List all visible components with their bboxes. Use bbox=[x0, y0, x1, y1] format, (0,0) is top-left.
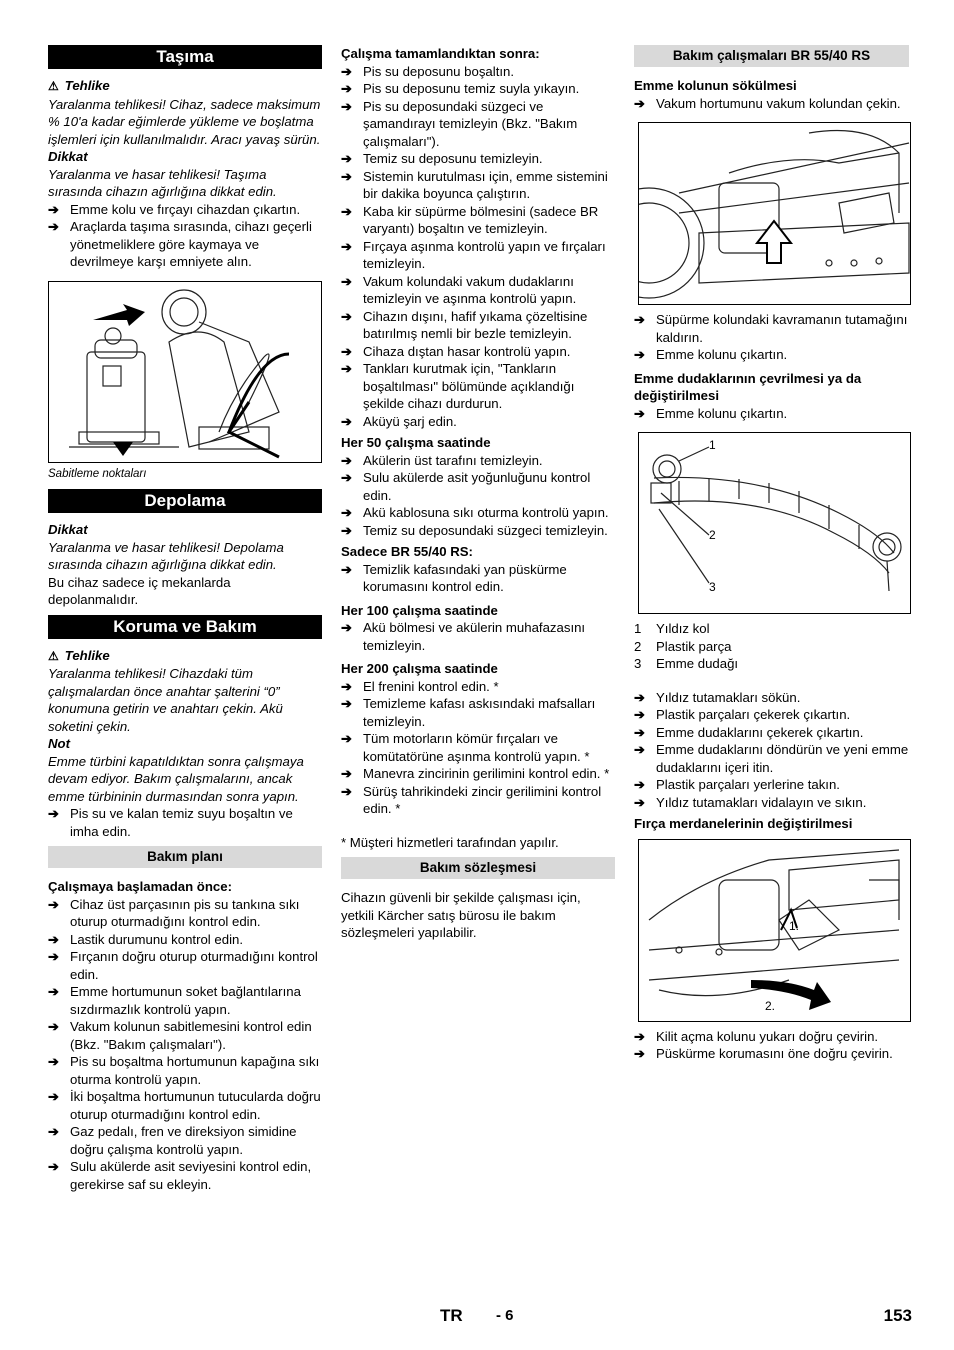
emme-heading: Emme kolunun sökülmesi bbox=[634, 78, 797, 93]
arrow-icon: ➔ bbox=[48, 984, 60, 999]
after-work-heading: Çalışma tamamlandıktan sonra: bbox=[341, 46, 540, 61]
list-item: ➔ Cihaza dıştan hasar kontrolü yapın. bbox=[341, 343, 571, 359]
brush-roller-illustration-icon bbox=[639, 840, 910, 1021]
list-item: ➔ Sürüş tahrikindeki zincir gerilimini kontrol edin. * bbox=[341, 783, 602, 816]
arrow-icon: ➔ bbox=[341, 678, 353, 694]
list-item: ➔ Cihaz üst parçasının pis su tankına sıkı oturup oturmadığını kontrol edin. bbox=[48, 896, 300, 929]
arrow-icon: ➔ bbox=[341, 766, 353, 781]
column-middle bbox=[341, 45, 615, 942]
list-item: ➔ Püskürme korumasını öne doğru çevirin. bbox=[634, 1046, 893, 1061]
footer-page: - 6 bbox=[496, 1307, 514, 1324]
arrow-icon: ➔ bbox=[341, 470, 353, 485]
footer-language: TR bbox=[440, 1306, 463, 1325]
sozlesme-text: Cihazın güvenli bir şekilde çalışması için, yetkili Kärcher satış bürosu ile bakım sözleşmeleri yapılabilir. bbox=[341, 890, 581, 940]
legend-item: 1 Yıldız kol bbox=[634, 621, 710, 636]
arrow-icon: ➔ bbox=[341, 783, 353, 799]
figure-emme-dudagi bbox=[638, 432, 911, 614]
list-item: ➔ Süpürme kolundaki kavramanın tutamağını kaldırın. bbox=[634, 312, 908, 345]
list-item: ➔ İki boşaltma hortumunun tutucularda doğru oturup oturmadığını kontrol edin. bbox=[48, 1089, 321, 1122]
dikkat-heading: Dikkat bbox=[48, 149, 88, 164]
list-item: ➔ Pis su boşaltma hortumunun kapağına sıkı oturma kontrolü yapın. bbox=[48, 1054, 320, 1087]
list-item: ➔ Akü bölmesi ve akülerin muhafazasını temizleyin. bbox=[341, 620, 586, 653]
arrow-icon: ➔ bbox=[634, 405, 646, 421]
arrow-icon: ➔ bbox=[341, 151, 353, 166]
not-text: Emme türbini kapatıldıktan sonra çalışmaya devam ediyor. Bakım çalışmalarını, ancak emme türbininin durmasından sonra yapın. bbox=[48, 753, 304, 804]
list-item: ➔ Temiz su deposundaki süzgeci temizleyin. bbox=[341, 522, 608, 538]
arrow-icon: ➔ bbox=[48, 201, 60, 217]
list-item: ➔ Yıldız tutamakları vidalayın ve sıkın. bbox=[634, 794, 867, 810]
arrow-icon: ➔ bbox=[48, 1019, 60, 1034]
arrow-icon: ➔ bbox=[341, 696, 353, 711]
list-item: ➔ Araçlarda taşıma sırasında, cihazı geçerli yönetmeliklere göre kaymaya ve devrilmeye karşı emniyete alın. bbox=[48, 219, 312, 269]
arrow-icon: ➔ bbox=[634, 724, 646, 740]
section-title-tasima: Taşıma bbox=[48, 45, 322, 69]
dikkat-heading: Dikkat bbox=[48, 522, 88, 537]
list-item: ➔ Vakum kolundaki vakum dudaklarını temizleyin ve aşınma kontrolü yapın. bbox=[341, 273, 577, 306]
arrow-icon: ➔ bbox=[48, 1054, 60, 1069]
dikkat-text: Yaralanma ve hasar tehlikesi! Taşıma sırasında cihazın ağırlığına dikkat edin. bbox=[48, 166, 277, 199]
section-title-depolama: Depolama bbox=[48, 489, 322, 513]
arrow-icon: ➔ bbox=[48, 949, 60, 964]
arrow-icon: ➔ bbox=[48, 806, 60, 821]
list-item: ➔ Pis su deposunu temiz suyla yıkayın. bbox=[341, 81, 580, 96]
arrow-icon: ➔ bbox=[634, 689, 646, 705]
list-item: ➔ Emme dudaklarını döndürün ve yeni emme dudaklarını içeri itin. bbox=[634, 742, 909, 775]
list-item: ➔ Vakum hortumunu vakum kolundan çekin. bbox=[634, 95, 901, 111]
list-item: ➔ Emme hortumunun soket bağlantılarına sızdırmazlık kontrolü yapın. bbox=[48, 984, 301, 1017]
arrow-icon: ➔ bbox=[341, 413, 353, 429]
transport-illustration-icon bbox=[49, 282, 321, 462]
list-item: ➔ Tankları kurutmak için, "Tankların boşaltılması" bölümünde açıklandığı şekilde cihazı durdurun. bbox=[341, 361, 575, 411]
arrow-icon: ➔ bbox=[341, 343, 353, 359]
not-heading: Not bbox=[48, 736, 70, 751]
warning-triangle-icon: ⚠ bbox=[48, 79, 59, 93]
arrow-icon: ➔ bbox=[634, 95, 646, 111]
list-item: ➔ El frenini kontrol edin. * bbox=[341, 678, 499, 694]
column-right bbox=[634, 45, 909, 1063]
h100-heading: Her 100 çalışma saatinde bbox=[341, 602, 498, 618]
page-footer bbox=[0, 1307, 954, 1329]
list-item: ➔ Sistemin kurutulması için, emme sistemini bir dakika boyunca çalıştırın. bbox=[341, 168, 608, 201]
list-item: ➔ Emme dudaklarını çekerek çıkartın. bbox=[634, 724, 864, 740]
arrow-icon: ➔ bbox=[341, 203, 353, 219]
list-item: ➔ Temizlik kafasındaki yan püskürme korumasını kontrol edin. bbox=[341, 561, 567, 594]
arrow-icon: ➔ bbox=[341, 620, 353, 635]
list-item: ➔ Lastik durumunu kontrol edin. bbox=[48, 931, 244, 947]
section-title-koruma: Koruma ve Bakım bbox=[48, 615, 322, 639]
h50-heading: Her 50 çalışma saatinde bbox=[341, 435, 491, 450]
subsection-title-bakim-plani: Bakım planı bbox=[48, 846, 322, 868]
subsection-title-bakim-calismalari: Bakım çalışmaları BR 55/40 RS bbox=[634, 45, 909, 67]
arrow-icon: ➔ bbox=[634, 312, 646, 327]
list-item: ➔ Pis su deposunu boşaltın. bbox=[341, 63, 515, 79]
list-item: ➔ Emme kolu ve fırçayı cihazdan çıkartın. bbox=[48, 201, 301, 217]
arrow-icon: ➔ bbox=[341, 168, 353, 184]
list-item: ➔ Vakum kolunun sabitlemesini kontrol edin (Bkz. "Bakım çalışmaları"). bbox=[48, 1019, 312, 1052]
list-item: ➔ Emme kolunu çıkartın. bbox=[634, 347, 788, 362]
list-item: ➔ Manevra zincirinin gerilimini kontrol edin. * bbox=[341, 766, 610, 781]
list-item: ➔ Aküyü şarj edin. bbox=[341, 413, 457, 429]
arrow-icon: ➔ bbox=[341, 505, 353, 520]
list-item: ➔ Pis su ve kalan temiz suyu boşaltın ve imha edin. bbox=[48, 806, 293, 839]
arrow-icon: ➔ bbox=[634, 1046, 646, 1061]
callout-2: 2 bbox=[709, 528, 716, 542]
arrow-icon: ➔ bbox=[341, 731, 353, 746]
squeegee-illustration-icon bbox=[639, 433, 910, 613]
list-item: ➔ Cihazın dışını, hafif yıkama çözeltisine batırılmış nemli bir bezle temizleyin. bbox=[341, 308, 588, 341]
figure-caption: Sabitleme noktaları bbox=[48, 467, 147, 480]
figure-emme-kolu bbox=[638, 122, 911, 305]
list-item: ➔ Yıldız tutamakları sökün. bbox=[634, 689, 801, 705]
h200-heading: Her 200 çalışma saatinde bbox=[341, 661, 498, 676]
list-item: ➔ Fırçanın doğru oturup oturmadığını kontrol edin. bbox=[48, 949, 318, 982]
subsection-title-sozlesme: Bakım sözleşmesi bbox=[341, 857, 615, 879]
list-item: ➔ Akü kablosuna sıkı oturma kontrolü yapın. bbox=[341, 505, 609, 520]
arrow-icon: ➔ bbox=[634, 347, 646, 362]
callout-2: 2. bbox=[765, 998, 776, 1013]
callout-1: 1 bbox=[709, 438, 716, 452]
list-item: ➔ Pis su deposundaki süzgeci ve şamandırayı temizleyin (Bkz. "Bakım çalışmaları"). bbox=[341, 98, 578, 149]
list-item: ➔ Plastik parçaları yerlerine takın. bbox=[634, 777, 840, 792]
dikkat-text: Yaralanma ve hasar tehlikesi! Depolama sırasında cihazın ağırlığına dikkat edin. bbox=[48, 539, 284, 572]
footnote: * Müşteri hizmetleri tarafından yapılır. bbox=[341, 834, 559, 850]
arrow-icon: ➔ bbox=[48, 896, 60, 912]
suction-bar-illustration-icon bbox=[639, 123, 910, 304]
arrow-icon: ➔ bbox=[341, 238, 353, 254]
footer-page-number: 153 bbox=[883, 1306, 912, 1325]
list-item: ➔ Temiz su deposunu temizleyin. bbox=[341, 151, 543, 166]
list-item: ➔ Sulu akülerde asit seviyesini kontrol edin, gerekirse saf su ekleyin. bbox=[48, 1159, 312, 1192]
arrow-icon: ➔ bbox=[48, 1159, 60, 1174]
arrow-icon: ➔ bbox=[341, 273, 353, 289]
br-heading: Sadece BR 55/40 RS: bbox=[341, 544, 473, 559]
figure-firca bbox=[638, 839, 911, 1022]
list-item: ➔ Fırçaya aşınma kontrolü yapın ve fırçaları temizleyin. bbox=[341, 238, 606, 271]
before-work-heading: Çalışmaya başlamadan önce: bbox=[48, 879, 232, 894]
arrow-icon: ➔ bbox=[341, 522, 353, 538]
list-item: ➔ Plastik parçaları çekerek çıkartın. bbox=[634, 707, 851, 722]
arrow-icon: ➔ bbox=[341, 561, 353, 577]
column-left bbox=[48, 45, 322, 1193]
list-item: ➔ Sulu akülerde asit yoğunluğunu kontrol edin. bbox=[341, 470, 591, 503]
list-item: ➔ Tüm motorların kömür fırçaları ve komütatörüne aşınma kontrolü yapın. * bbox=[341, 731, 590, 764]
list-item: ➔ Kaba kir süpürme bölmesini (sadece BR varyantı) boşaltın ve temizleyin. bbox=[341, 203, 599, 236]
arrow-icon: ➔ bbox=[341, 452, 353, 468]
arrow-icon: ➔ bbox=[341, 308, 353, 324]
warning-triangle-icon: ⚠ bbox=[48, 648, 59, 663]
arrow-icon: ➔ bbox=[48, 219, 60, 234]
arrow-icon: ➔ bbox=[48, 1089, 60, 1104]
arrow-icon: ➔ bbox=[341, 81, 353, 96]
list-item: ➔ Temizleme kafası askısındaki mafsalları temizleyin. bbox=[341, 696, 596, 729]
arrow-icon: ➔ bbox=[634, 794, 646, 810]
arrow-icon: ➔ bbox=[48, 1124, 60, 1139]
storage-note: Bu cihaz sadece iç mekanlarda depolanmalıdır. bbox=[48, 574, 231, 607]
arrow-icon: ➔ bbox=[341, 98, 353, 114]
arrow-icon: ➔ bbox=[341, 63, 353, 79]
arrow-icon: ➔ bbox=[48, 931, 60, 947]
dudak-heading: Emme dudaklarının çevrilmesi ya da değiştirilmesi bbox=[634, 370, 862, 403]
firca-heading: Fırça merdanelerinin değiştirilmesi bbox=[634, 816, 853, 831]
arrow-icon: ➔ bbox=[634, 742, 646, 757]
callout-1: 1. bbox=[789, 918, 800, 933]
tehlike-text: Yaralanma tehlikesi! Cihazdaki tüm çalışmalardan önce anahtar şalterini “0” konumuna getirin ve anahtarı çekin. Akü soketini çekin. bbox=[48, 666, 283, 734]
figure-transport bbox=[48, 281, 322, 463]
arrow-icon: ➔ bbox=[634, 707, 646, 722]
arrow-icon: ➔ bbox=[634, 777, 646, 792]
list-item: ➔ Kilit açma kolunu yukarı doğru çevirin. bbox=[634, 1028, 879, 1044]
tehlike-text: Yaralanma tehlikesi! Cihaz, sadece maksimum % 10'a kadar eğimlerde yükleme ve boşlatma işlemleri için kullanılmalıdır. Aracı yavaş sürün. bbox=[48, 96, 321, 147]
callout-3: 3 bbox=[709, 580, 716, 594]
arrow-icon: ➔ bbox=[634, 1028, 646, 1044]
list-item: ➔ Akülerin üst tarafını temizleyin. bbox=[341, 452, 543, 468]
legend-item: 3 Emme dudağı bbox=[634, 656, 739, 671]
tehlike-heading: ⚠ Tehlike bbox=[48, 647, 322, 666]
legend-item: 2 Plastik parça bbox=[634, 638, 732, 654]
list-item: ➔ Emme kolunu çıkartın. bbox=[634, 405, 788, 421]
list-item: ➔ Gaz pedalı, fren ve direksiyon simidine doğru çalışma kontrolü yapın. bbox=[48, 1124, 297, 1157]
tehlike-heading: ⚠ Tehlike bbox=[48, 77, 322, 96]
arrow-icon: ➔ bbox=[341, 361, 353, 376]
